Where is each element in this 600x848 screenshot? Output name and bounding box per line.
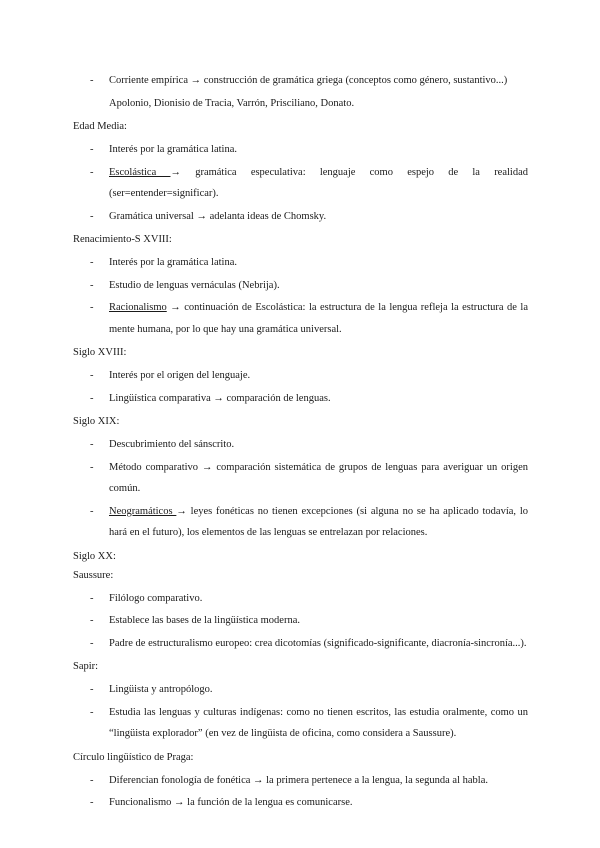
section-heading: Siglo XX:	[73, 550, 116, 562]
list-item-text: Estudia las lenguas y culturas indígenas: como no tienen escritos, las estudia oralmente, como un “lingüista explorador” (en vez de lingüista de oficina, como considera a Saussure).	[109, 706, 528, 739]
list-item-text: Descubrimiento del sánscrito.	[109, 439, 235, 450]
list-item-text: → leyes fonéticas no tienen excepciones (si alguna no se ha aplicado todavía, lo hará en el futuro), los elementos de las lenguas se entrelazan por relaciones.	[109, 505, 529, 538]
list-item	[73, 388, 528, 410]
dash-bullet: -	[90, 370, 94, 381]
dash-bullet: -	[90, 392, 94, 404]
list-item-text: Padre de estructuralismo europeo: crea dicotomías (significado-significante, diacronía-sincronía...).	[109, 637, 527, 649]
list-item-text: Interés por la gramática latina.	[109, 144, 237, 155]
section-heading: Edad Media:	[73, 121, 127, 132]
list-item-text: Filólogo comparativo.	[109, 592, 203, 604]
dash-bullet: -	[90, 257, 94, 268]
list-item	[73, 275, 528, 297]
list-item	[73, 252, 528, 274]
list-item	[73, 679, 528, 701]
list-item	[73, 434, 528, 456]
dash-bullet: -	[90, 615, 94, 626]
list-item	[73, 610, 528, 632]
list-item	[73, 792, 528, 814]
underlined-term: Racionalismo	[109, 302, 167, 313]
list-item-text: Funcionalismo → la función de la lengua es comunicarse.	[109, 797, 353, 808]
dash-bullet: -	[90, 279, 94, 291]
section-heading: Renacimiento-S XVIII:	[73, 234, 172, 245]
section-heading: Siglo XVIII:	[73, 347, 127, 358]
list-item	[73, 588, 528, 610]
dash-bullet: -	[90, 592, 94, 604]
dash-bullet: -	[90, 302, 94, 313]
dash-bullet: -	[90, 461, 94, 473]
section-heading: Saussure:	[73, 569, 114, 581]
section-heading: Sapir:	[73, 661, 99, 672]
list-item	[73, 139, 528, 161]
dash-bullet: -	[90, 684, 94, 695]
list-item-text: Método comparativo → comparación sistemática de grupos de lenguas para averiguar un origen común.	[109, 461, 528, 494]
list-item	[73, 162, 528, 205]
list-item	[73, 633, 528, 655]
list-item	[73, 206, 528, 228]
dash-bullet: -	[90, 706, 94, 718]
list-item-text: Lingüista y antropólogo.	[109, 684, 213, 695]
list-item-text: Interés por la gramática latina.	[109, 257, 237, 268]
dash-bullet: -	[90, 166, 94, 178]
document-content	[73, 70, 528, 815]
dash-bullet: -	[90, 210, 94, 222]
section-heading: Siglo XIX:	[73, 416, 120, 427]
dash-bullet: -	[90, 774, 94, 786]
list-item	[73, 457, 528, 500]
underlined-term: Neogramáticos	[109, 505, 177, 517]
list-item	[73, 70, 528, 92]
list-item-text: → gramática especulativa: lenguaje como espejo de la realidad (ser=entender=significar).	[109, 166, 529, 199]
list-item-text: → continuación de Escolástica: la estructura de la lengua refleja la estructura de la mente humana, por lo que hay una gramática universal.	[109, 302, 528, 335]
dash-bullet: -	[90, 144, 94, 155]
list-item-text: Interés por el origen del lenguaje.	[109, 370, 251, 381]
list-item	[73, 297, 528, 340]
list-item-text: Estudio de lenguas vernáculas (Nebrija).	[109, 279, 280, 291]
list-item-text: Lingüística comparativa → comparación de lenguas.	[109, 392, 331, 404]
section-heading: Círculo lingüístico de Praga:	[73, 751, 194, 763]
dash-bullet: -	[90, 439, 94, 450]
list-item	[73, 365, 528, 387]
list-item-text: Establece las bases de la lingüística moderna.	[109, 615, 300, 626]
underlined-term: Escolástica	[109, 166, 171, 178]
dash-bullet: -	[90, 505, 94, 517]
list-item-text: Gramática universal → adelanta ideas de Chomsky.	[109, 210, 327, 222]
list-item-text: Diferencian fonología de fonética → la primera pertenece a la lengua, la segunda al habla.	[109, 774, 488, 786]
list-item	[73, 702, 528, 745]
list-item-text: Corriente empírica → construcción de gramática griega (conceptos como género, sustantivo...)	[109, 75, 508, 86]
dash-bullet: -	[90, 637, 94, 649]
dash-bullet: -	[90, 75, 94, 86]
dash-bullet: -	[90, 797, 94, 808]
list-item	[73, 770, 528, 792]
list-item	[73, 501, 528, 544]
list-item-continuation: Apolonio, Dionisio de Tracia, Varrón, Prisciliano, Donato.	[109, 97, 355, 109]
